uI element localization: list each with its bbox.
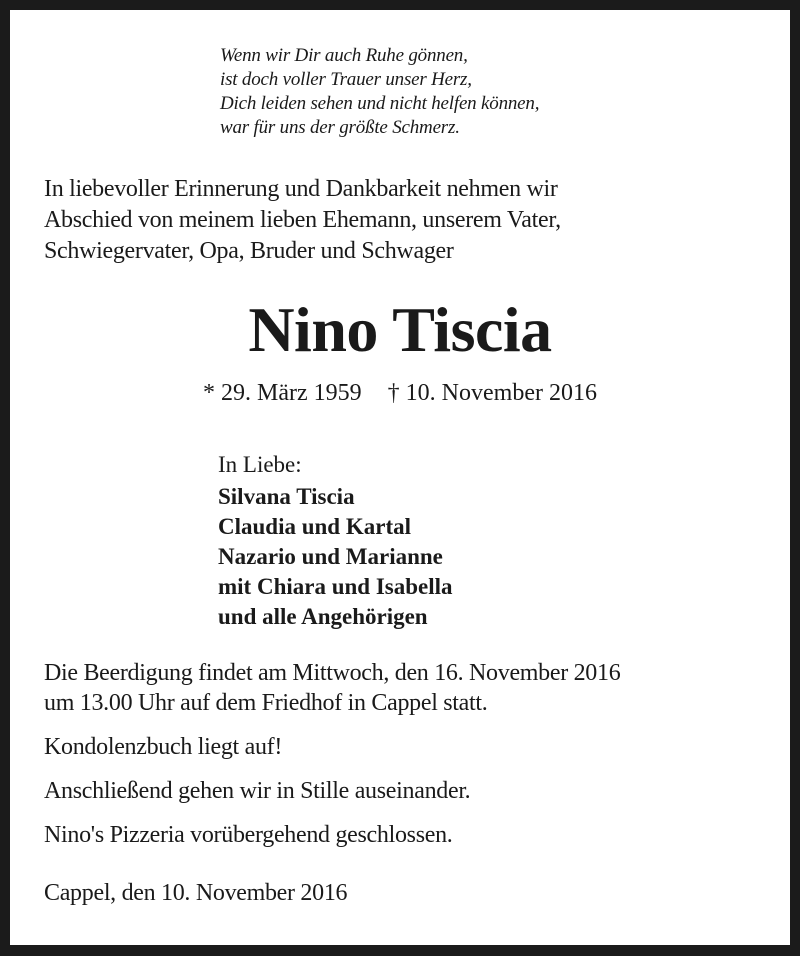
funeral-line: Die Beerdigung findet am Mittwoch, den 16. November 2016 (44, 660, 621, 686)
deceased-name: Nino Tiscia (248, 294, 552, 365)
pizzeria-note: Nino's Pizzeria vorübergehend geschlossen. (44, 822, 453, 848)
obituary-notice (10, 10, 790, 945)
poem-line: ist doch voller Trauer unser Herz, (220, 69, 472, 90)
birth-date: * 29. März 1959 (203, 380, 362, 406)
poem-line: Dich leiden sehen und nicht helfen können, (220, 93, 540, 114)
intro-line: Schwiegervater, Opa, Bruder und Schwager (44, 238, 454, 264)
family-member: Silvana Tiscia (218, 484, 355, 509)
afterwards-note: Anschließend gehen wir in Stille auseinander. (44, 778, 471, 804)
family-label: In Liebe: (218, 452, 302, 477)
intro-text (44, 174, 561, 267)
place-and-date: Cappel, den 10. November 2016 (44, 880, 348, 906)
poem-line: war für uns der größte Schmerz. (220, 117, 460, 138)
funeral-details (44, 658, 620, 718)
condolence-note: Kondolenzbuch liegt auf! (44, 734, 283, 760)
memorial-poem (220, 44, 539, 140)
intro-line: In liebevoller Erinnerung und Dankbarkeit nehmen wir (44, 176, 558, 202)
death-date: † 10. November 2016 (387, 380, 597, 406)
funeral-info (44, 658, 620, 864)
family-member: Nazario und Marianne (218, 544, 443, 569)
intro-line: Abschied von meinem lieben Ehemann, unserem Vater, (44, 207, 561, 233)
family-signatures (218, 448, 453, 632)
poem-line: Wenn wir Dir auch Ruhe gönnen, (220, 45, 468, 66)
life-dates (10, 378, 790, 408)
family-member: und alle Angehörigen (218, 604, 428, 629)
funeral-line: um 13.00 Uhr auf dem Friedhof in Cappel statt. (44, 690, 488, 716)
family-member: mit Chiara und Isabella (218, 574, 453, 599)
family-member: Claudia und Kartal (218, 514, 411, 539)
